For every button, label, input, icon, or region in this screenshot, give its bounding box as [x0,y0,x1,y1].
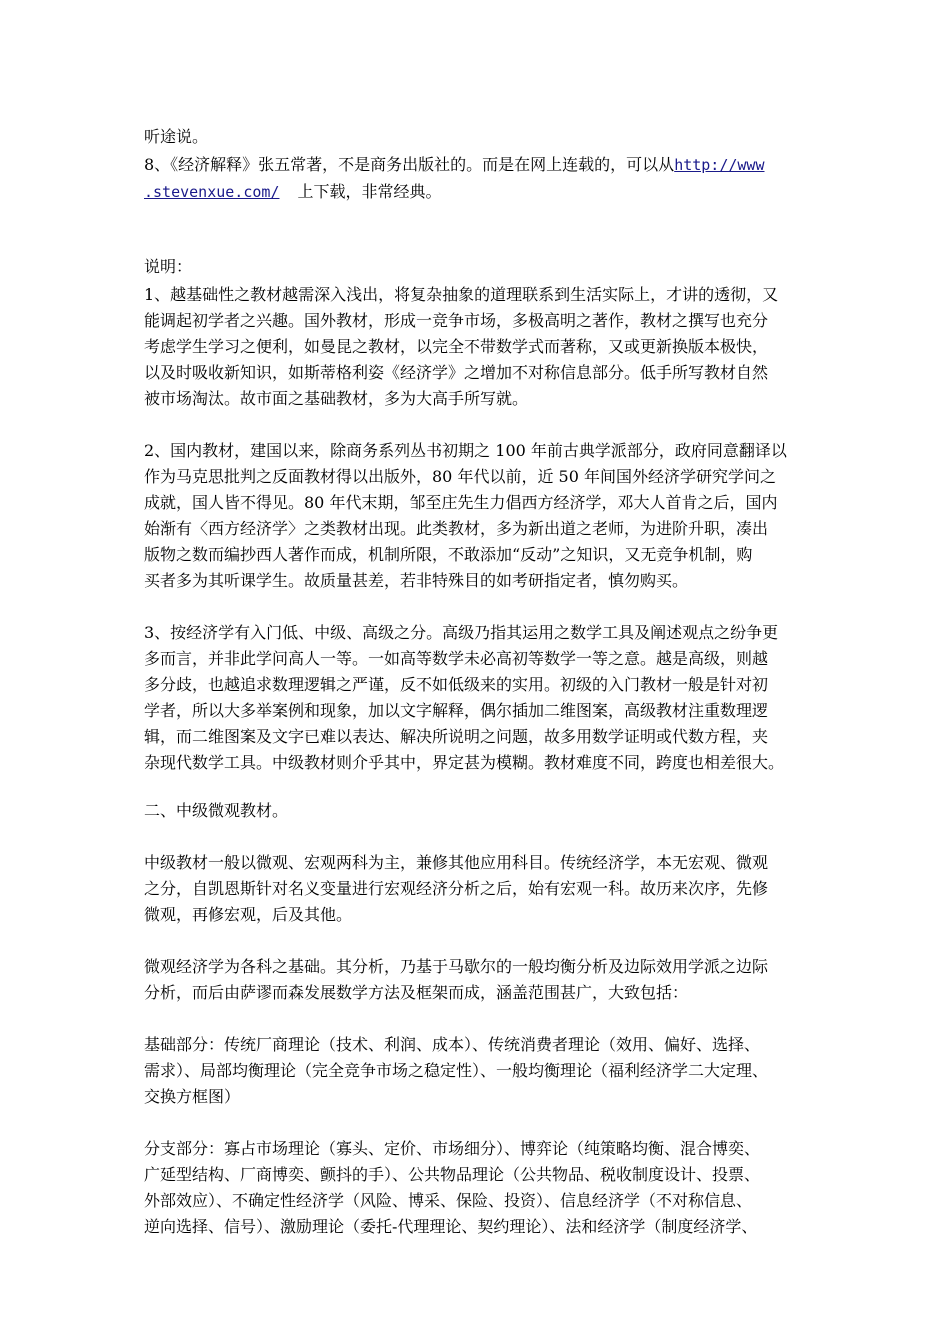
paragraph-line: 需求）、局部均衡理论（完全竞争市场之稳定性）、一般均衡理论（福利经济学二大定理、 [144,1061,769,1080]
paragraph-line: 能调起初学者之兴趣。国外教材，形成一竞争市场，多极高明之著作，教材之撰写也充分 [144,311,769,330]
paragraph-line: 微观经济学为各科之基础。其分析，乃基于马歇尔的一般均衡分析及边际效用学派之边际 [144,957,769,976]
paragraph-line: 微观，再修宏观，后及其他。 [144,905,353,924]
paragraph-line: 始渐有〈西方经济学〉之类教材出现。此类教材，多为新出道之老师，为进阶升职，凑出 [144,519,769,538]
paragraph-line: 多分歧，也越追求数理逻辑之严谨，反不如低级来的实用。初级的入门教材一般是针对初 [144,675,769,694]
paragraph-line: 中级教材一般以微观、宏观两科为主，兼修其他应用科目。传统经济学，本无宏观、微观 [144,853,769,872]
url-link[interactable]: http://www [674,156,765,174]
item-8-text: 8、《经济解释》张五常著，不是商务出版社的。而是在网上连载的，可以从 [144,155,675,174]
paragraph-line: 考虑学生学习之便利，如曼昆之教材，以完全不带数学式而著称，又或更新换版本极快， [144,337,769,356]
paragraph-line: 作为马克思批判之反面教材得以出版外，80 年代以前，近 50 年间国外经济学研究学问之 [144,467,776,486]
paragraph-line: 版物之数而编抄西人著作而成，机制所限，不敢添加“反动”之知识，又无竞争机制，购 [144,545,753,564]
notes-heading: 说明： [144,257,193,276]
paragraph-line: 广延型结构、厂商博奕、颤抖的手）、公共物品理论（公共物品、税收制度设计、投票、 [144,1165,761,1184]
item-8-tail: 上下载，非常经典。 [297,182,442,201]
paragraph-line: 多而言，并非此学问高人一等。一如高等数学未必高初等数学一等之意。越是高级，则越 [144,649,769,668]
paragraph-line: 逆向选择、信号）、激励理论（委托-代理理论、契约理论）、法和经济学（制度经济学、 [144,1217,758,1236]
paragraph-line: 2、国内教材，建国以来，除商务系列丛书初期之 100 年前古典学派部分，政府同意翻译以 [144,441,787,460]
item-8-line [144,155,765,175]
paragraph-line: 成就，国人皆不得见。80 年代末期，邹至庄先生力倡西方经济学，邓大人首肯之后，国内 [144,493,778,512]
paragraph-line: 分支部分：寡占市场理论（寡头、定价、市场细分）、博弈论（纯策略均衡、混合博奕、 [144,1139,761,1158]
item-8-line-2 [144,182,441,202]
text-line: 听途说。 [144,127,209,146]
paragraph-line: 3、按经济学有入门低、中级、高级之分。高级乃指其运用之数学工具及阐述观点之纷争更 [144,623,779,642]
paragraph-line: 学者，所以大多举案例和现象，加以文字解释，偶尔插加二维图案，高级教材注重数理逻 [144,701,769,720]
paragraph-line: 基础部分：传统厂商理论（技术、利润、成本）、传统消费者理论（效用、偏好、选择、 [144,1035,761,1054]
paragraph-line: 之分，自凯恩斯针对名义变量进行宏观经济分析之后，始有宏观一科。故历来次序，先修 [144,879,769,898]
paragraph-line: 辑，而二维图案及文字已难以表达、解决所说明之问题，故多用数学证明或代数方程，夹 [144,727,769,746]
paragraph-line: 交换方框图） [144,1087,241,1106]
url-link-continued[interactable]: .stevenxue.com/ [144,183,280,201]
paragraph-line: 买者多为其听课学生。故质量甚差，若非特殊目的如考研指定者，慎勿购买。 [144,571,689,590]
paragraph-line: 杂现代数学工具。中级教材则介乎其中，界定甚为模糊。教材难度不同，跨度也相差很大。 [144,753,785,772]
paragraph-line: 被市场淘汰。故市面之基础教材，多为大高手所写就。 [144,389,529,408]
paragraph-line: 分析，而后由萨谬而森发展数学方法及框架而成，涵盖范围甚广，大致包括： [144,983,689,1002]
paragraph-line: 1、越基础性之教材越需深入浅出，将复杂抽象的道理联系到生活实际上，才讲的透彻，又 [144,285,779,304]
paragraph-line: 外部效应）、不确定性经济学（风险、博采、保险、投资）、信息经济学（不对称信息、 [144,1191,753,1210]
paragraph-line: 以及时吸收新知识，如斯蒂格利姿《经济学》之增加不对称信息部分。低手所写教材自然 [144,363,769,382]
section-heading: 二、中级微观教材。 [144,801,289,820]
